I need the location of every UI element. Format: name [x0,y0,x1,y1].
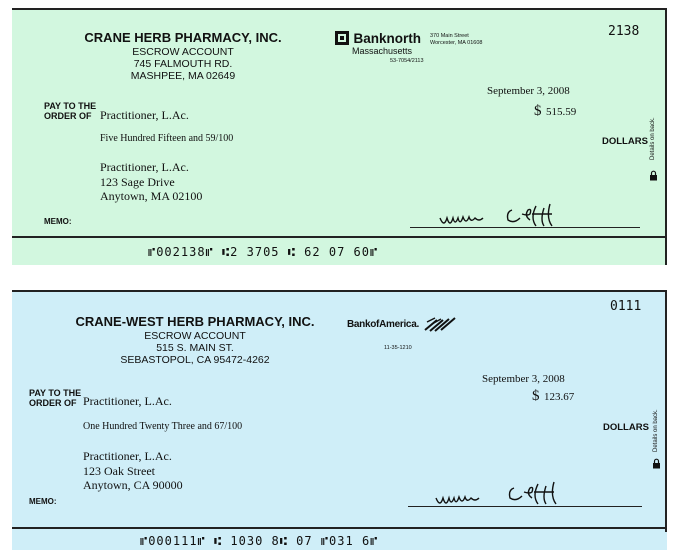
bank-name: BankofAmerica. [347,319,419,330]
pay-to-label-line-1: PAY TO THE [29,388,82,398]
signature [432,200,592,234]
memo-label: MEMO: [29,497,57,506]
bank-address-2: Worcester, MA 01608 [430,40,483,46]
micr-line: ⑈002138⑈ ⑆2 3705 ⑆ 62 07 60⑈ [148,245,379,259]
check-amount: 515.59 [545,106,577,118]
amount-box [534,102,576,120]
bank-address [430,33,482,47]
bank-name: Banknorth [353,31,421,46]
bank-routing-fraction: 11-35-1210 [384,345,412,351]
check-right-edge [665,10,667,265]
dollars-label: DOLLARS [602,136,648,147]
bank-routing-fraction: 53-7054/2113 [390,58,424,64]
pay-to-label-line-2: ORDER OF [44,111,92,121]
check-amount: 123.67 [543,391,575,403]
banknorth-logo-icon [335,31,349,45]
micr-separator [12,236,667,238]
check-right-edge [665,292,667,532]
bank-logo [347,314,457,332]
dollars-label: DOLLARS [603,422,649,433]
pay-to-label [29,388,81,408]
company-block [77,30,289,82]
security-note: Details on back. [650,117,656,160]
signature-line [410,227,640,228]
company-block [50,314,340,366]
memo-label: MEMO: [44,217,72,226]
check-bank-of-america [12,290,667,550]
check-date: September 3, 2008 [482,373,565,385]
company-address-2: MASHPEE, MA 02649 [130,70,236,82]
security-note: Details on back. [653,409,659,452]
company-address-1: 515 S. MAIN ST. [156,342,234,354]
company-account: ESCROW ACCOUNT [132,46,234,58]
bank-of-america-flag-icon [423,316,457,332]
pay-to-label-line-1: PAY TO THE [44,101,97,111]
amount-words: Five Hundred Fifteen and 59/100 [100,133,234,144]
payee-address-name: Practitioner, L.Ac. [83,449,172,463]
company-address-1: 745 FALMOUTH RD. [133,58,233,70]
amount-box [532,387,574,405]
bank-address-1: 370 Main Street [430,33,469,39]
company-account: ESCROW ACCOUNT [144,330,246,342]
micr-line: ⑈000111⑈ ⑆ 1030 8⑆ 07 ⑈031 6⑈ [140,534,379,548]
bank-region: Massachusetts [352,46,413,56]
payee-name: Practitioner, L.Ac. [83,394,172,408]
payee-address-street: 123 Oak Street [83,463,155,478]
pay-to-label [44,101,96,121]
company-name: CRANE-WEST HERB PHARMACY, INC. [75,314,315,329]
payee-name: Practitioner, L.Ac. [100,108,189,122]
company-address-2: SEBASTOPOL, CA 95472-4262 [120,354,270,366]
payee-address [100,160,202,204]
check-number: 2138 [608,24,640,39]
payee-address-name: Practitioner, L.Ac. [100,160,189,174]
payee-address-city: Anytown, CA 90000 [83,478,183,492]
company-name: CRANE HERB PHARMACY, INC. [84,30,282,45]
payee-address-city: Anytown, MA 02100 [100,189,203,203]
payee-address-street: 123 Sage Drive [100,174,175,189]
check-date: September 3, 2008 [487,85,570,97]
payee-address [83,449,183,493]
check-banknorth [12,8,667,265]
dollar-sign: $ [534,103,542,119]
amount-words: One Hundred Twenty Three and 67/100 [83,421,243,432]
signature-line [408,506,642,507]
padlock-icon [649,170,658,181]
dollar-sign: $ [532,388,540,404]
pay-to-label-line-2: ORDER OF [29,398,77,408]
padlock-icon [652,458,661,469]
micr-separator [12,527,667,529]
check-number: 0111 [610,299,642,314]
